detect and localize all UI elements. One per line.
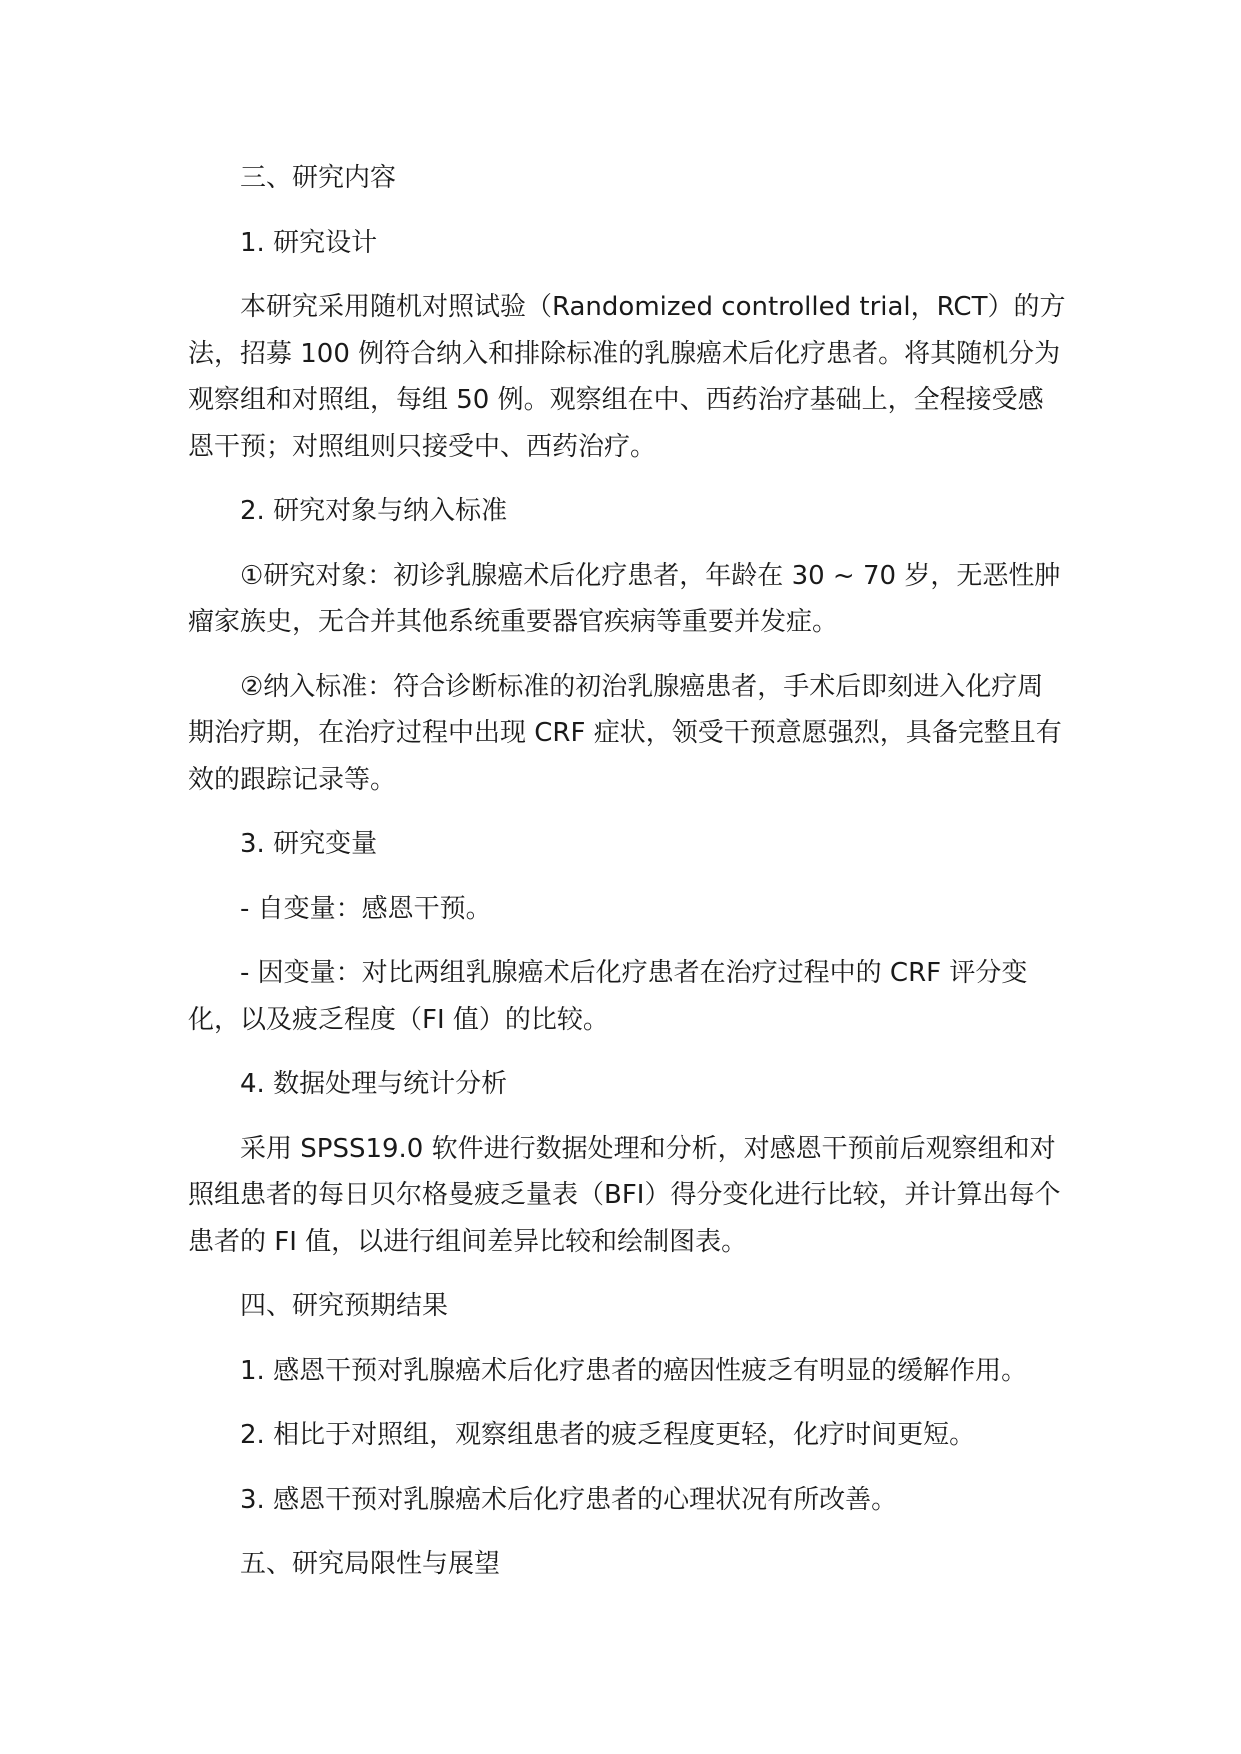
expected-result-item: 2. 相比于对照组，观察组患者的疲乏程度更轻，化疗时间更短。: [240, 1420, 976, 1450]
paragraph-inclusion-criteria: ②纳入标准：符合诊断标准的初治乳腺癌患者，手术后即刻进入化疗周期治疗期，在治疗过程中出现 CRF 症状，领受干预意愿强烈，具备完整且有效的跟踪记录等。: [188, 671, 1062, 795]
paragraph-data-analysis: 采用 SPSS19.0 软件进行数据处理和分析，对感恩干预前后观察组和对照组患者的每日贝尔格曼疲乏量表（BFI）得分变化进行比较，并计算出每个患者的 FI 值，以进行组间差异比较和绘制图表。: [188, 1133, 1061, 1257]
subheading-subjects-criteria: 2. 研究对象与纳入标准: [240, 496, 508, 526]
section-heading-expected-results: 四、研究预期结果: [240, 1291, 449, 1321]
section-heading-research-content: 三、研究内容: [240, 163, 397, 193]
section-heading-limitations: 五、研究局限性与展望: [240, 1549, 501, 1579]
subheading-research-design: 1. 研究设计: [240, 227, 378, 258]
expected-result-item: 1. 感恩干预对乳腺癌术后化疗患者的癌因性疲乏有明显的缓解作用。: [240, 1355, 1028, 1386]
subheading-variables: 3. 研究变量: [240, 829, 378, 859]
paragraph-subjects: ①研究对象：初诊乳腺癌术后化疗患者，年龄在 30 ~ 70 岁，无恶性肿瘤家族史，无合并其他系统重要器官疾病等重要并发症。: [188, 560, 1061, 637]
document-body: [188, 155, 1068, 1588]
expected-result-item: 3. 感恩干预对乳腺癌术后化疗患者的心理状况有所改善。: [240, 1484, 898, 1515]
list-item-independent-variable: - 自变量：感恩干预。: [240, 893, 492, 924]
list-item-dependent-variable: - 因变量：对比两组乳腺癌术后化疗患者在治疗过程中的 CRF 评分变化，以及疲乏程度（FI 值）的比较。: [188, 958, 1028, 1035]
paragraph-research-design: 本研究采用随机对照试验（Randomized controlled trial，RCT）的方法，招募 100 例符合纳入和排除标准的乳腺癌术后化疗患者。将其随机分为观察组和对照组，每组 50 例。观察组在中、西药治疗基础上，全程接受感恩干预；对照组则只接受中、西药治疗。: [188, 292, 1066, 462]
subheading-data-analysis: 4. 数据处理与统计分析: [240, 1069, 508, 1099]
